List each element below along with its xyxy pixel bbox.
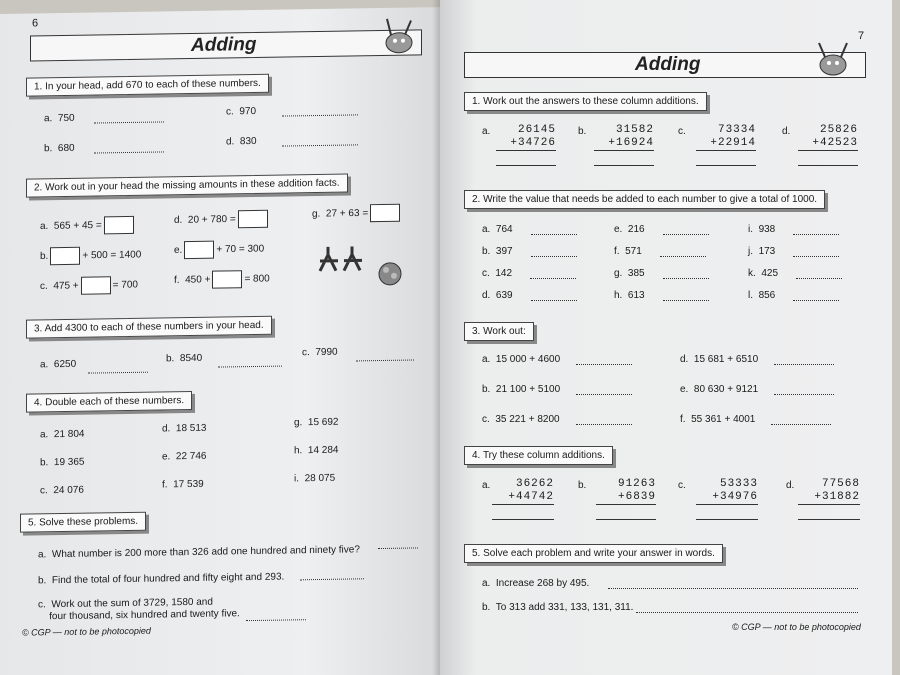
q3-item-c: c. 35 221 + 8200: [482, 414, 632, 425]
q4-label-c: c.: [678, 480, 686, 491]
q2-item-g: g. 27 + 63 =: [312, 204, 402, 223]
q4-item-i: i. 28 075: [294, 472, 336, 485]
answer-line[interactable]: [88, 362, 148, 374]
q3-item-e: e. 80 630 + 9121: [680, 384, 834, 395]
column-addition-a: 26145 +34726: [496, 124, 556, 166]
q3-item-f: f. 55 361 + 4001: [680, 414, 831, 425]
answer-line[interactable]: [246, 609, 306, 621]
q4-item-g: g. 15 692: [294, 416, 339, 429]
q2-item-k: k. 425: [748, 268, 842, 279]
answer-line[interactable]: [496, 151, 556, 166]
q1-label-b: b.: [578, 126, 587, 137]
answer-line[interactable]: [594, 151, 654, 166]
answer-line[interactable]: [696, 505, 758, 520]
question-1-heading: 1. In your head, add 670 to each of these numbers.: [26, 74, 269, 97]
q4-item-f: f. 17 539: [162, 478, 204, 491]
q2-item-f: f. 571: [614, 246, 706, 257]
answer-line[interactable]: [608, 578, 858, 589]
q3-item-b: b. 8540: [166, 352, 203, 365]
question-2-heading: 2. Write the value that needs be added to each number to give a total of 1000.: [464, 190, 825, 209]
q2-item-f: f. 450 + = 800: [174, 270, 270, 290]
answer-line[interactable]: [696, 151, 756, 166]
q3-item-a: a. 15 000 + 4600: [482, 354, 632, 365]
question-5-heading: 5. Solve these problems.: [20, 512, 146, 533]
q2-item-a: a. 565 + 45 =: [40, 216, 136, 236]
answer-box[interactable]: [184, 241, 214, 259]
q2-item-d: d. 639: [482, 290, 577, 301]
answer-line[interactable]: [300, 568, 364, 580]
title-banner: [464, 52, 866, 78]
q2-item-i: i. 938: [748, 224, 839, 235]
column-addition-c: 73334 +22914: [696, 124, 756, 166]
q4-item-c: c. 24 076: [40, 484, 84, 497]
q3-item-d: d. 15 681 + 6510: [680, 354, 834, 365]
column-addition-b: 31582 +16924: [594, 124, 654, 166]
q1-item-c: c. 970: [226, 105, 257, 118]
answer-line[interactable]: [356, 349, 414, 361]
q1-label-d: d.: [782, 126, 791, 137]
q4-item-h: h. 14 284: [294, 444, 339, 457]
q2-item-j: j. 173: [748, 246, 839, 257]
answer-line[interactable]: [282, 134, 358, 146]
q1-item-a: a. 750: [44, 112, 75, 125]
q1-label-c: c.: [678, 126, 686, 137]
q2-item-d: d. 20 + 780 =: [174, 210, 270, 230]
q4-label-a: a.: [482, 480, 491, 491]
column-addition-d: 25826 +42523: [798, 124, 858, 166]
q1-label-a: a.: [482, 126, 491, 137]
answer-line[interactable]: [94, 141, 164, 153]
q4-item-e: e. 22 746: [162, 450, 207, 463]
column-addition-d: 77568 +31882: [798, 478, 860, 520]
copyright-footer: © CGP — not to be photocopied: [732, 622, 861, 632]
question-3-heading: 3. Add 4300 to each of these numbers in your head.: [26, 316, 272, 339]
q5-item-a: a. What number is 200 more than 326 add one hundred and ninety five?: [38, 544, 360, 561]
answer-line[interactable]: [94, 111, 164, 123]
q4-item-b: b. 19 365: [40, 456, 85, 469]
answer-line[interactable]: [798, 505, 860, 520]
column-addition-b: 91263 +6839: [596, 478, 656, 520]
q5-item-b: b. To 313 add 331, 133, 131, 311.: [482, 602, 634, 613]
q5-item-c: c. Work out the sum of 3729, 1580 and four thousand, six hundred and twenty five.: [38, 596, 240, 623]
column-addition-c: 53333 +34976: [696, 478, 758, 520]
left-page: [0, 7, 440, 675]
q5-item-a: a. Increase 268 by 495.: [482, 578, 590, 589]
answer-box[interactable]: [50, 247, 80, 265]
answer-line[interactable]: [798, 151, 858, 166]
q4-item-a: a. 21 804: [40, 428, 85, 441]
page-number: 6: [32, 17, 39, 30]
answer-box[interactable]: [238, 210, 268, 228]
q2-item-h: h. 613: [614, 290, 709, 301]
q4-label-b: b.: [578, 480, 587, 491]
q3-item-c: c. 7990: [302, 346, 338, 359]
page-number: 7: [858, 30, 865, 42]
critter-icon: [815, 41, 851, 77]
answer-line[interactable]: [596, 505, 656, 520]
question-4-heading: 4. Try these column additions.: [464, 446, 613, 465]
q5-item-b: b. Find the total of four hundred and fifty eight and 293.: [38, 571, 285, 587]
copyright-footer: © CGP — not to be photocopied: [22, 625, 151, 638]
column-addition-a: 36262 +44742: [492, 478, 554, 520]
answer-line[interactable]: [492, 505, 554, 520]
answer-box[interactable]: [81, 276, 111, 294]
running-figures-icon: [310, 240, 410, 292]
q3-item-a: a. 6250: [40, 358, 77, 371]
answer-box[interactable]: [104, 216, 134, 234]
q1-item-d: d. 830: [226, 135, 257, 148]
question-1-heading: 1. Work out the answers to these column additions.: [464, 92, 707, 111]
page-title: Adding: [191, 33, 257, 56]
page-title: Adding: [635, 54, 701, 75]
answer-line[interactable]: [378, 537, 418, 549]
answer-box[interactable]: [212, 270, 242, 288]
q2-item-c: c. 475 + = 700: [40, 276, 138, 296]
answer-line[interactable]: [218, 356, 282, 368]
q2-item-e: e. 216: [614, 224, 709, 235]
question-3-heading: 3. Work out:: [464, 322, 534, 341]
q2-item-b: b. 397: [482, 246, 577, 257]
answer-line[interactable]: [282, 104, 358, 116]
critter-icon: [381, 16, 417, 55]
title-banner: [30, 29, 422, 61]
q2-item-c: c. 142: [482, 268, 576, 279]
q2-item-l: l. 856: [748, 290, 839, 301]
answer-box[interactable]: [370, 204, 400, 222]
q3-item-b: b. 21 100 + 5100: [482, 384, 632, 395]
question-5-heading: 5. Solve each problem and write your answer in words.: [464, 544, 723, 563]
q1-item-b: b. 680: [44, 142, 75, 155]
q2-item-g: g. 385: [614, 268, 709, 279]
q4-label-d: d.: [786, 480, 795, 491]
question-2-heading: 2. Work out in your head the missing amounts in these addition facts.: [26, 174, 348, 198]
answer-line[interactable]: [636, 602, 858, 613]
q2-item-a: a. 764: [482, 224, 577, 235]
q2-item-e: e. + 70 = 300: [174, 240, 264, 259]
question-4-heading: 4. Double each of these numbers.: [26, 391, 192, 413]
q4-item-d: d. 18 513: [162, 422, 207, 435]
q2-item-b: b. + 500 = 1400: [40, 246, 141, 266]
right-page: [440, 0, 892, 675]
